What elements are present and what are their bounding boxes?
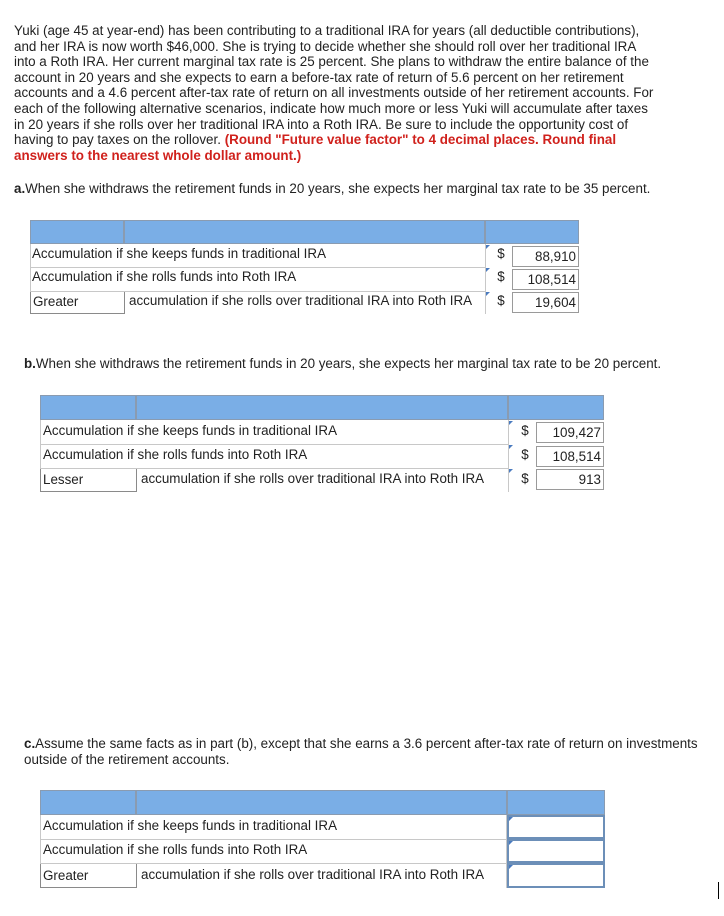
part-b-row2-currency: $ [521, 447, 529, 462]
part-c-row1-input[interactable] [507, 815, 605, 839]
problem-text: Yuki (age 45 at year-end) has been contributing to a traditional IRA for years (all deductible contributions), and her IRA is now worth $46,000. She is trying to decide whether she should roll over her traditional IRA into a Roth IRA. Her current marginal tax rate is 25 percent. She plans to withdraw the entire balance of the account in 20 years and she expects to earn a before-tax rate of return of 5.6 percent on her retirement accounts and a 4.6 percent after-tax rate of return on all investments outside of her retirement accounts. For each of the following alternative scenarios, indicate how much more or less Yuki will accumulate after taxes in 20 years if she rolls over her traditional IRA into a Roth IRA. Be sure to include the opportunity cost of having to pay taxes on the rollover. [14, 23, 654, 148]
part-c-text: Assume the same facts as in part (b), except that she earns a 3.6 percent after-tax rate of return on investments outside of the retirement accounts. [24, 736, 698, 767]
part-c-row3-label: accumulation if she rolls over traditional IRA into Roth IRA [141, 867, 485, 882]
part-a-row3-input[interactable]: 19,604 [512, 292, 579, 313]
part-b-row1-currency: $ [521, 423, 529, 438]
part-c-comparison-dropdown[interactable]: Greater [40, 863, 137, 888]
problem-statement [14, 23, 654, 163]
rounding-instruction: (Round "Future value factor" to 4 decimal places. Round final answers to the nearest whole dollar amount.) [14, 132, 617, 163]
part-a-row3-label: accumulation if she rolls over traditional IRA into Roth IRA [129, 293, 473, 308]
part-c-row3-input[interactable] [507, 863, 605, 888]
part-b-header-col1 [40, 395, 136, 420]
part-c-header-col3 [507, 790, 605, 815]
part-b-row3-label: accumulation if she rolls over traditional IRA into Roth IRA [141, 471, 485, 486]
part-b-header-col2 [136, 395, 508, 420]
part-b-table [40, 395, 604, 492]
part-b-header-col3 [508, 395, 604, 420]
part-b-row1-input[interactable]: 109,427 [536, 422, 604, 443]
part-a-question [14, 181, 704, 197]
part-b-row3-currency: $ [521, 471, 529, 486]
part-b-letter: b. [24, 356, 36, 371]
part-c-row1-label: Accumulation if she keeps funds in traditional IRA [43, 818, 338, 833]
part-a-header-col3 [485, 220, 579, 244]
part-b-row3-input[interactable]: 913 [536, 469, 604, 490]
part-a-row2-currency: $ [497, 269, 505, 284]
part-b-row1-label: Accumulation if she keeps funds in traditional IRA [43, 423, 338, 438]
part-c-header-col2 [136, 790, 507, 815]
part-b-row2-input[interactable]: 108,514 [536, 446, 604, 467]
part-c-letter: c. [24, 736, 36, 751]
part-a-row1-currency: $ [497, 246, 505, 261]
part-c-header-col1 [40, 790, 136, 815]
part-b-text: When she withdraws the retirement funds in 20 years, she expects her marginal tax rate to be 20 percent. [35, 356, 662, 371]
part-a-row1-input[interactable]: 88,910 [512, 246, 579, 267]
part-a-row3-currency: $ [497, 293, 505, 308]
part-a-text: When she withdraws the retirement funds in 20 years, she expects her marginal tax rate to be 35 percent. [25, 181, 651, 196]
part-c-row2-label: Accumulation if she rolls funds into Roth IRA [43, 842, 308, 857]
part-b-question [24, 356, 704, 372]
text-cursor [718, 882, 719, 899]
part-a-header-col1 [30, 220, 124, 244]
part-c-question [24, 736, 714, 767]
part-a-row2-label: Accumulation if she rolls funds into Roth IRA [32, 269, 297, 284]
part-a-letter: a. [14, 181, 26, 196]
part-b-row2-label: Accumulation if she rolls funds into Roth IRA [43, 447, 308, 462]
part-c-table [40, 790, 605, 888]
part-b-comparison-dropdown[interactable]: Lesser [40, 468, 137, 492]
part-a-row1-label: Accumulation if she keeps funds in traditional IRA [32, 246, 327, 261]
part-c-row2-input[interactable] [507, 839, 605, 863]
part-a-table [30, 220, 579, 314]
part-a-header-col2 [124, 220, 485, 244]
part-a-comparison-dropdown[interactable]: Greater [30, 291, 125, 314]
part-a-row2-input[interactable]: 108,514 [512, 269, 579, 290]
